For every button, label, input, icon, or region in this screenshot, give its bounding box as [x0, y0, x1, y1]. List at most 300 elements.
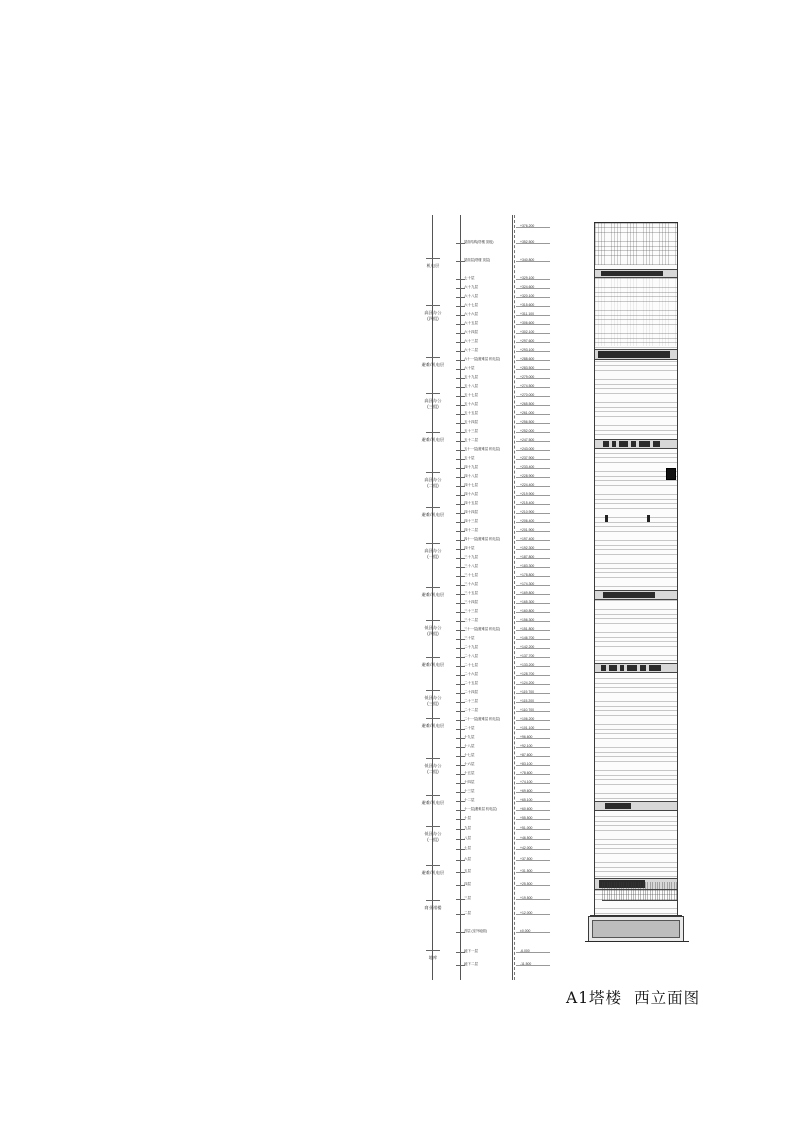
floor-label: 十八层	[464, 744, 475, 748]
floor-tick	[456, 885, 465, 886]
zone-label	[408, 362, 458, 368]
elevation-value: +128.700	[520, 672, 535, 676]
zone-label	[408, 800, 458, 806]
elevation-value: +101.100	[520, 726, 535, 730]
floor-label: 三十八层	[464, 564, 478, 568]
floor-label: 三十五层	[464, 591, 478, 595]
floor-label: 六层	[464, 857, 471, 861]
elevation-value: +133.200	[520, 663, 535, 667]
floor-label: 五十一层(避难层 机电层)	[464, 447, 501, 451]
elevation-value: +311.100	[520, 312, 534, 316]
zone-label-line1: 避难/机电层	[421, 437, 445, 442]
floor-tick	[456, 639, 465, 640]
floor-tick	[456, 558, 465, 559]
mechanical-floor-band	[595, 663, 677, 673]
elevation-value: +192.300	[520, 546, 535, 550]
floor-tick	[456, 486, 465, 487]
elevation-value: +283.500	[520, 366, 535, 370]
podium-inner-fill	[592, 920, 680, 938]
floor-tick	[456, 729, 465, 730]
zone-label-line1: 避难/机电层	[421, 662, 445, 667]
floor-tick	[456, 612, 465, 613]
floor-label: 首层 (室外地面)	[464, 929, 487, 933]
floor-label: 三十二层	[464, 618, 478, 622]
zone-tick	[426, 690, 440, 691]
floor-tick	[456, 405, 465, 406]
floor-tick	[456, 860, 465, 861]
band-segment	[612, 441, 616, 447]
elevation-value: +124.200	[520, 681, 535, 685]
floor-tick	[456, 306, 465, 307]
floor-tick	[456, 810, 465, 811]
floor-tick	[456, 432, 465, 433]
zone-label-line1: 避难/机电层	[421, 592, 445, 597]
floor-label: 四十六层	[464, 492, 478, 496]
floor-label: 六十层	[464, 366, 475, 370]
floor-tick	[456, 792, 465, 793]
floor-label: 四十九层	[464, 465, 478, 469]
floor-tick	[456, 576, 465, 577]
band-segment	[640, 665, 646, 671]
zone-tick	[426, 718, 440, 719]
floor-label: 地下一层	[464, 949, 478, 953]
floor-label: 四十四层	[464, 510, 478, 514]
zone-label-line1: 高区办公	[424, 398, 442, 403]
zone-label-line2: (一组)	[427, 553, 439, 559]
floor-label: 十四层	[464, 780, 475, 784]
zone-label	[408, 625, 458, 636]
elevation-value: +206.400	[520, 519, 535, 523]
elevation-value: ±0.000	[520, 929, 531, 933]
floor-label: 屋面层(塔楼 顶层)	[464, 258, 491, 262]
floor-tick	[456, 513, 465, 514]
punched-opening	[605, 515, 608, 522]
floor-label: 二十三层	[464, 699, 478, 703]
zone-label	[408, 763, 458, 774]
floor-tick	[456, 801, 465, 802]
elevation-value: +352.500	[520, 240, 535, 244]
floor-tick	[456, 567, 465, 568]
mechanical-floor-band	[595, 801, 677, 811]
zone-label	[408, 955, 458, 961]
elevation-value: +156.300	[520, 618, 535, 622]
elevation-value: +12.000	[520, 911, 533, 915]
floor-label: 八层	[464, 836, 471, 840]
zone-label-line2: (四组)	[427, 630, 439, 636]
elevation-value: +215.400	[520, 501, 535, 505]
elevation-value: +31.500	[520, 869, 533, 873]
floor-label: 十七层	[464, 753, 475, 757]
floor-tick	[456, 414, 465, 415]
zone-label-line1: 高区办公	[424, 310, 442, 315]
floor-label: 四十二层	[464, 528, 478, 532]
zone-label	[408, 723, 458, 729]
floor-tick	[456, 351, 465, 352]
zone-label-line1: 高区办公	[424, 477, 442, 482]
elevation-value: +210.900	[520, 510, 535, 514]
floor-tick	[456, 666, 465, 667]
floor-tick	[456, 819, 465, 820]
base-glazing-fins	[602, 882, 678, 901]
floor-label: 二十一层(避难层 机电层)	[464, 717, 501, 721]
floor-tick	[456, 549, 465, 550]
zone-tick	[426, 472, 440, 473]
floor-label: 三十六层	[464, 582, 478, 586]
floor-tick	[456, 872, 465, 873]
mechanical-floor-band	[595, 590, 677, 600]
elevation-value: +78.600	[520, 771, 533, 775]
floor-label: 十一层(避难层 机电层)	[464, 807, 497, 811]
zone-tick	[426, 865, 440, 866]
floor-tick	[456, 468, 465, 469]
elevation-value: +306.600	[520, 321, 535, 325]
floor-tick	[456, 774, 465, 775]
elevation-value: +169.800	[520, 591, 535, 595]
band-segment	[601, 271, 663, 276]
tower-facade	[594, 222, 678, 928]
elevation-value: +110.700	[520, 708, 534, 712]
elevation-value: +293.100	[520, 348, 535, 352]
elevation-value: -6.000	[520, 949, 530, 953]
band-segment	[649, 665, 661, 671]
floor-tick	[456, 261, 465, 262]
floor-label: 二十九层	[464, 645, 478, 649]
floor-tick	[456, 603, 465, 604]
floor-label: 五十层	[464, 456, 475, 460]
zone-label	[408, 695, 458, 706]
elevation-value: +96.600	[520, 735, 533, 739]
floor-label: 四十七层	[464, 483, 478, 487]
floor-label: 二十八层	[464, 654, 478, 658]
zone-label-line1: 避难/机电层	[421, 723, 445, 728]
zone-tick	[426, 305, 440, 306]
elevation-value: +51.000	[520, 826, 533, 830]
zone-label-line2: (三组)	[427, 403, 439, 409]
zone-tick	[426, 587, 440, 588]
zone-label	[408, 512, 458, 518]
elevation-value: +315.600	[520, 303, 535, 307]
floor-label: 三十层	[464, 636, 475, 640]
zone-label	[408, 548, 458, 559]
floor-label: 地下二层	[464, 962, 478, 966]
elevation-value: +160.800	[520, 609, 535, 613]
zone-label	[408, 477, 458, 488]
floor-label: 四十五层	[464, 501, 478, 505]
floor-tick	[456, 849, 465, 850]
elevation-value: +243.000	[520, 447, 535, 451]
zone-tick	[426, 950, 440, 951]
elevation-value: +297.600	[520, 339, 535, 343]
zone-label-line1: 商业裙楼	[424, 905, 442, 910]
floor-label: 五十四层	[464, 420, 478, 424]
floor-label: 二十七层	[464, 663, 478, 667]
punched-opening	[647, 515, 650, 522]
elevation-value: +237.900	[520, 456, 535, 460]
elevation-value: +233.400	[520, 465, 535, 469]
floor-label: 四十一层(避难层 机电层)	[464, 537, 501, 541]
floor-tick	[456, 522, 465, 523]
floor-tick	[456, 342, 465, 343]
floor-tick	[456, 324, 465, 325]
floor-tick	[456, 675, 465, 676]
band-segment	[653, 441, 660, 447]
floor-label: 五层	[464, 869, 471, 873]
floor-label: 三层	[464, 896, 471, 900]
zone-label	[408, 310, 458, 321]
band-segment	[603, 592, 655, 598]
floor-tick	[456, 648, 465, 649]
zone-label-line1: 避难/机电层	[421, 800, 445, 805]
floor-tick	[456, 477, 465, 478]
floor-tick	[456, 965, 465, 966]
floor-label: 五十九层	[464, 375, 478, 379]
elevation-value: +219.900	[520, 492, 535, 496]
band-segment	[619, 441, 628, 447]
caption-view: 西立面图	[634, 989, 701, 1007]
elevation-value: +106.200	[520, 717, 535, 721]
floor-tick	[456, 720, 465, 721]
floor-tick	[456, 747, 465, 748]
floor-tick	[456, 756, 465, 757]
floor-label: 十二层	[464, 798, 475, 802]
elevation-value: +83.100	[520, 762, 533, 766]
tower-elevation	[588, 222, 684, 942]
floor-label: 六十五层	[464, 321, 478, 325]
floor-label: 六十一层(避难层 机电层)	[464, 357, 501, 361]
mechanical-floor-band	[595, 269, 677, 278]
elevation-value: +69.600	[520, 789, 533, 793]
elevation-value: +252.000	[520, 429, 535, 433]
zone-label-line1: 低区办公	[424, 763, 442, 768]
floor-label: 三十九层	[464, 555, 478, 559]
floor-label: 四层	[464, 882, 471, 886]
elevation-value: +25.500	[520, 882, 533, 886]
floor-tick	[456, 531, 465, 532]
zone-tick	[426, 507, 440, 508]
zone-tick	[426, 758, 440, 759]
zone-label-line1: 避难/机电层	[421, 870, 445, 875]
elevation-value: +302.100	[520, 330, 535, 334]
elevation-value: -11.500	[520, 962, 532, 966]
floor-tick	[456, 899, 465, 900]
zone-label	[408, 662, 458, 668]
caption-building: A1塔楼	[566, 989, 623, 1007]
zone-label-line2: (四组)	[427, 315, 439, 321]
floor-tick	[456, 495, 465, 496]
elevation-value: +87.600	[520, 753, 533, 757]
floor-label: 三十三层	[464, 609, 478, 613]
band-segment	[620, 665, 624, 671]
floor-tick	[456, 459, 465, 460]
elevation-value: +256.500	[520, 420, 535, 424]
band-segment	[603, 441, 609, 447]
floor-label: 六十八层	[464, 294, 478, 298]
floor-label: 屋面结构(塔楼 顶板)	[464, 240, 494, 244]
floor-tick	[456, 297, 465, 298]
crown-parapet-line	[594, 222, 678, 223]
floor-label: 三十一层(避难层 机电层)	[464, 627, 501, 631]
zone-label-line2: (二组)	[427, 768, 439, 774]
floor-label: 四十三层	[464, 519, 478, 523]
elevation-value: +178.800	[520, 573, 535, 577]
zone-label-line1: 避难/机电层	[421, 512, 445, 517]
elevation-value: +224.400	[520, 483, 535, 487]
mechanical-floor-band	[595, 439, 677, 449]
dimension-spine-secondary	[460, 215, 461, 980]
band-segment	[609, 665, 617, 671]
floor-label: 十三层	[464, 789, 475, 793]
zone-label	[408, 870, 458, 876]
floor-tick	[456, 387, 465, 388]
elevation-value: +329.100	[520, 276, 535, 280]
floor-label: 十九层	[464, 735, 475, 739]
elevation-value: +174.300	[520, 582, 535, 586]
zone-label-line1: 低区办公	[424, 695, 442, 700]
floor-tick	[456, 333, 465, 334]
floor-tick	[456, 738, 465, 739]
floor-tick	[456, 829, 465, 830]
zone-label	[408, 592, 458, 598]
elevation-value: +261.000	[520, 411, 535, 415]
floor-label: 四十层	[464, 546, 475, 550]
elevation-value: +197.400	[520, 537, 535, 541]
floor-label: 五十二层	[464, 438, 478, 442]
elevation-value: +270.000	[520, 393, 535, 397]
floor-tick	[456, 315, 465, 316]
elevation-value: +37.500	[520, 857, 533, 861]
elevation-value: +324.600	[520, 285, 535, 289]
zone-label	[408, 831, 458, 842]
floor-label: 五十八层	[464, 384, 478, 388]
ground-line	[585, 941, 689, 942]
floor-tick	[456, 711, 465, 712]
floor-tick	[456, 952, 465, 953]
floor-label: 六十二层	[464, 348, 478, 352]
elevation-leader-line	[512, 215, 513, 980]
floor-tick	[456, 621, 465, 622]
elevation-value: +247.500	[520, 438, 535, 442]
zone-tick	[426, 620, 440, 621]
floor-tick	[456, 932, 465, 933]
zone-label-line2: (三组)	[427, 700, 439, 706]
floor-tick	[456, 396, 465, 397]
band-segment	[605, 803, 631, 809]
zone-tick	[426, 393, 440, 394]
zone-tick	[426, 432, 440, 433]
floor-tick	[456, 423, 465, 424]
elevation-value: +151.800	[520, 627, 535, 631]
floor-tick	[456, 288, 465, 289]
floor-label: 六十三层	[464, 339, 478, 343]
elevation-value: +137.700	[520, 654, 535, 658]
zone-tick	[426, 657, 440, 658]
floor-tick	[456, 243, 465, 244]
band-segment	[627, 665, 637, 671]
floor-tick	[456, 279, 465, 280]
floor-label: 二十四层	[464, 690, 478, 694]
elevation-value: +201.900	[520, 528, 535, 532]
elevation-value: +376.200	[520, 224, 535, 228]
floor-tick	[456, 369, 465, 370]
podium-base	[588, 916, 684, 942]
floor-tick	[456, 684, 465, 685]
floor-label: 二十六层	[464, 672, 478, 676]
floor-tick	[456, 630, 465, 631]
floor-label: 九层	[464, 826, 471, 830]
elevation-value: +274.500	[520, 384, 535, 388]
floor-label: 三十七层	[464, 573, 478, 577]
zone-tick	[426, 900, 440, 901]
setback-notch	[666, 468, 676, 480]
floor-label: 十层	[464, 816, 471, 820]
floor-label: 二十层	[464, 726, 475, 730]
zone-label-line2: (二组)	[427, 482, 439, 488]
elevation-value: +265.500	[520, 402, 535, 406]
elevation-value: +288.600	[520, 357, 535, 361]
zone-tick	[426, 543, 440, 544]
elevation-value: +119.700	[520, 690, 534, 694]
zone-label	[408, 437, 458, 443]
zone-label	[408, 905, 458, 911]
floor-label: 五十六层	[464, 402, 478, 406]
mechanical-floor-band	[595, 349, 677, 360]
floor-label: 十五层	[464, 771, 475, 775]
floor-tick	[456, 914, 465, 915]
floor-tick	[456, 765, 465, 766]
floor-label: 六十六层	[464, 312, 478, 316]
upper-mullion-texture	[595, 276, 677, 346]
drawing-caption	[566, 986, 776, 1008]
zone-label-line1: 避难/机电层	[421, 362, 445, 367]
elevation-value: +320.100	[520, 294, 535, 298]
elevation-value: +92.100	[520, 744, 533, 748]
elevation-value: +279.000	[520, 375, 535, 379]
zone-tick	[426, 795, 440, 796]
floor-tick	[456, 360, 465, 361]
floor-label: 六十七层	[464, 303, 478, 307]
elevation-value: +46.500	[520, 836, 533, 840]
floor-tick	[456, 839, 465, 840]
floor-tick	[456, 378, 465, 379]
elevation-value: +115.200	[520, 699, 534, 703]
zone-label	[408, 398, 458, 409]
floor-tick	[456, 594, 465, 595]
floor-label: 二十二层	[464, 708, 478, 712]
floor-label: 四十八层	[464, 474, 478, 478]
elevation-value: +42.000	[520, 846, 533, 850]
elevation-value: +74.100	[520, 780, 533, 784]
zone-label-line2: (一组)	[427, 836, 439, 842]
crown-mullion-texture	[595, 223, 677, 265]
floor-tick	[456, 450, 465, 451]
floor-label: 三十四层	[464, 600, 478, 604]
elevation-value: +340.800	[520, 258, 535, 262]
elevation-value: +65.100	[520, 798, 533, 802]
zone-label-line1: 高区办公	[424, 548, 442, 553]
floor-tick	[456, 504, 465, 505]
elevation-value: +55.500	[520, 816, 533, 820]
band-segment	[639, 441, 650, 447]
elevation-value: +60.600	[520, 807, 533, 811]
elevation-value: +142.200	[520, 645, 535, 649]
floor-tick	[456, 783, 465, 784]
zone-label-line1: 地库	[428, 955, 438, 960]
floor-label: 五十三层	[464, 429, 478, 433]
band-segment	[601, 665, 606, 671]
floor-label: 七层	[464, 846, 471, 850]
elevation-value: +165.300	[520, 600, 535, 604]
floor-tick	[456, 702, 465, 703]
